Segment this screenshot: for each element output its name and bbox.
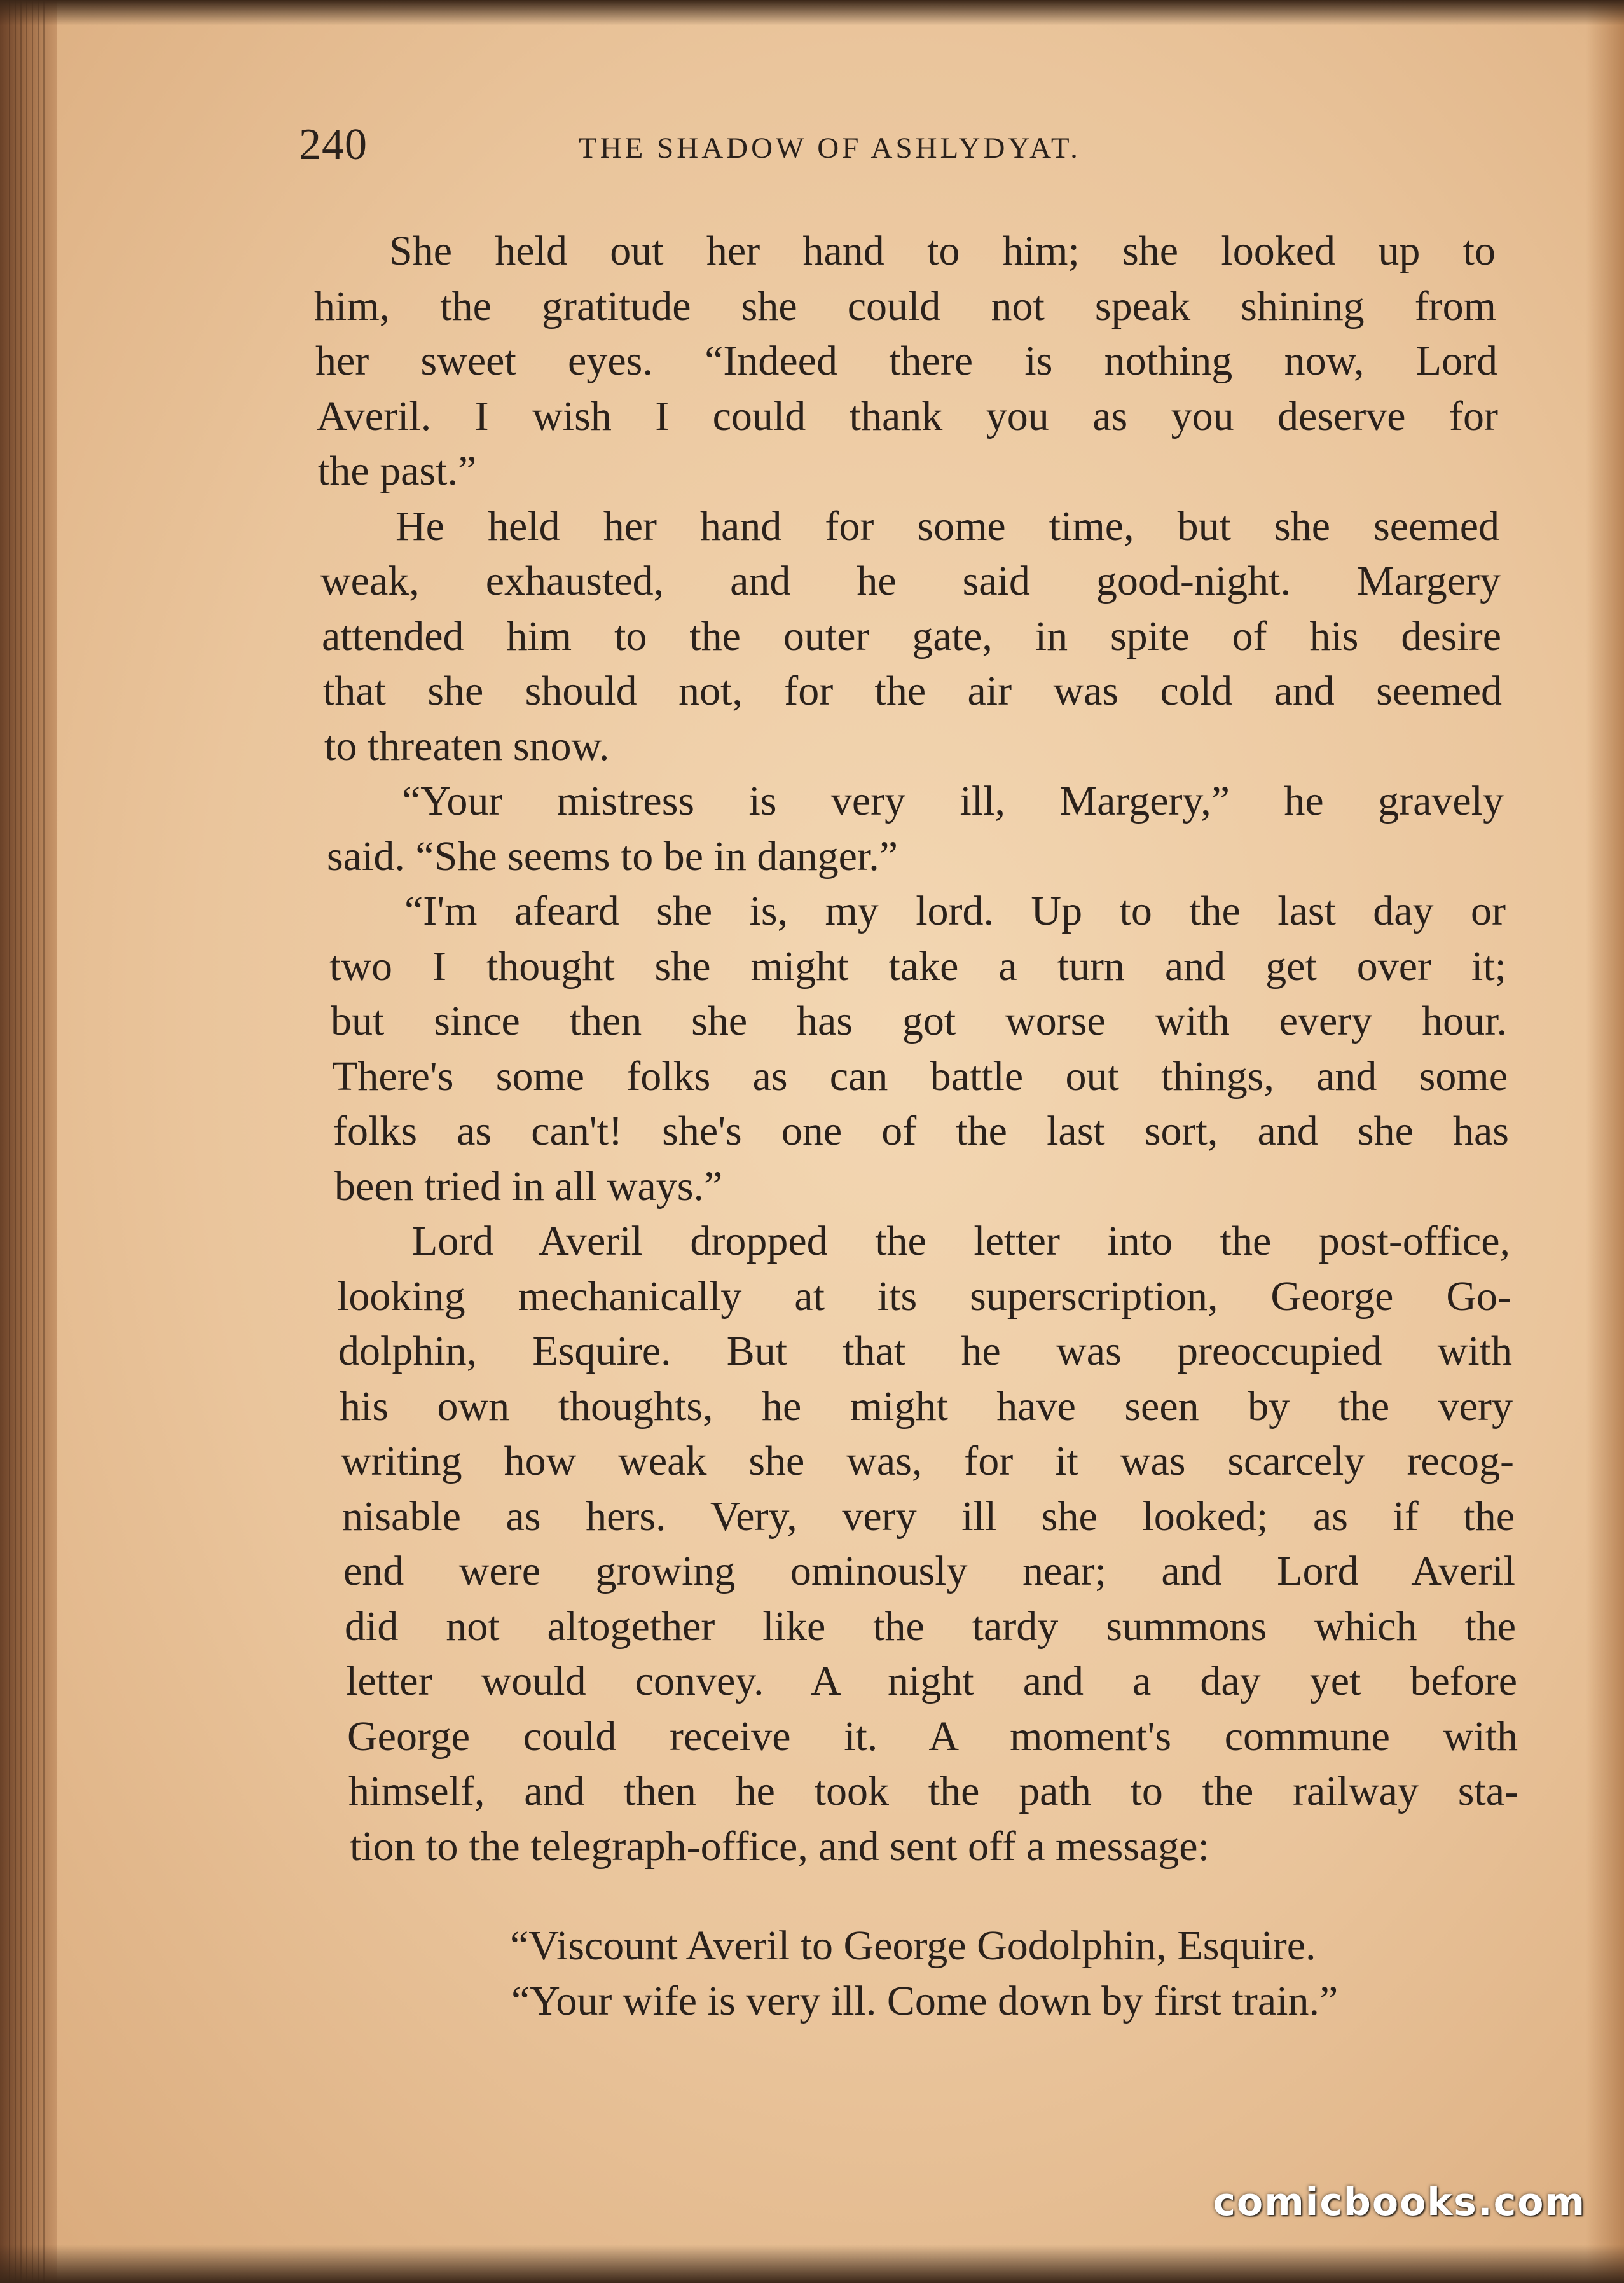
text-line: dolphin, Esquire. But that he was preoccupied with [338,1328,1512,1374]
text-line: Lord Averil dropped the letter into the post-office, [412,1218,1510,1264]
text-line: two I thought she might take a turn and get over it; [329,942,1506,990]
text-line: that she should not, for the air was cold and seemed [323,668,1502,714]
text-line: tion to the telegraph-office, and sent off a message: [350,1823,1209,1870]
text-line: folks as can't! she's one of the last sort, and she has [333,1108,1509,1154]
text-line: but since then she has got worse with every hour. [331,998,1507,1044]
page-bottom-shading [0,2245,1624,2283]
text-line: been tried in all ways.” [334,1162,723,1210]
text-line: nisable as hers. Very, very ill she looked; as if the [342,1493,1515,1540]
text-line: attended him to the outer gate, in spite of his desire [322,612,1501,659]
text-line: said. “She seems to be in danger.” [327,832,898,879]
text-line: He held her hand for some time, but she seemed [396,502,1499,549]
text-line: his own thoughts, he might have seen by the very [340,1383,1513,1430]
text-line: letter would convey. A night and a day yet before [346,1658,1517,1704]
text-line: “I'm afeard she is, my lord. Up to the last day or [404,888,1506,934]
page-edges [9,0,47,2283]
text-line: him, the gratitude she could not speak shining from [314,282,1496,329]
text-line: writing how weak she was, for it was scarcely recog- [341,1438,1514,1484]
text-line: Averil. I wish I could thank you as you deserve for [317,392,1498,439]
running-title: THE SHADOW OF ASHLYDYAT. [579,132,1081,165]
text-line: the past.” [318,448,477,494]
page-right-shading [1586,0,1624,2283]
page-header [299,120,1253,177]
text-line: weak, exhausted, and he said good-night. Margery [320,558,1501,604]
page-top-shading [0,0,1624,25]
body-text [313,224,1518,2029]
text-line: George could receive it. A moment's commune with [347,1713,1518,1760]
text-line: did not altogether like the tardy summons which the [345,1603,1516,1650]
text-line: She held out her hand to him; she looked up to [389,228,1496,274]
text-line: himself, and then he took the path to the railway sta- [348,1768,1518,1814]
text-line: her sweet eyes. “Indeed there is nothing now, Lord [315,338,1497,384]
watermark: comicbooks.com [1213,2180,1586,2224]
section-gap [313,1874,1496,1919]
text-line: There's some folks as can battle out things, and some [332,1052,1508,1100]
telegram-line: “Your wife is very ill. Come down by first train.” [511,1977,1338,2024]
text-line: to threaten snow. [324,722,610,769]
page-number: 240 [299,120,368,169]
text-line: “Your mistress is very ill, Margery,” he gravely [402,778,1504,824]
text-line: end were growing ominously near; and Lord Averil [343,1548,1515,1594]
telegram-line: “Viscount Averil to George Godolphin, Esquire. [510,1922,1316,1969]
text-line: looking mechanically at its superscription, George Go- [337,1273,1511,1320]
